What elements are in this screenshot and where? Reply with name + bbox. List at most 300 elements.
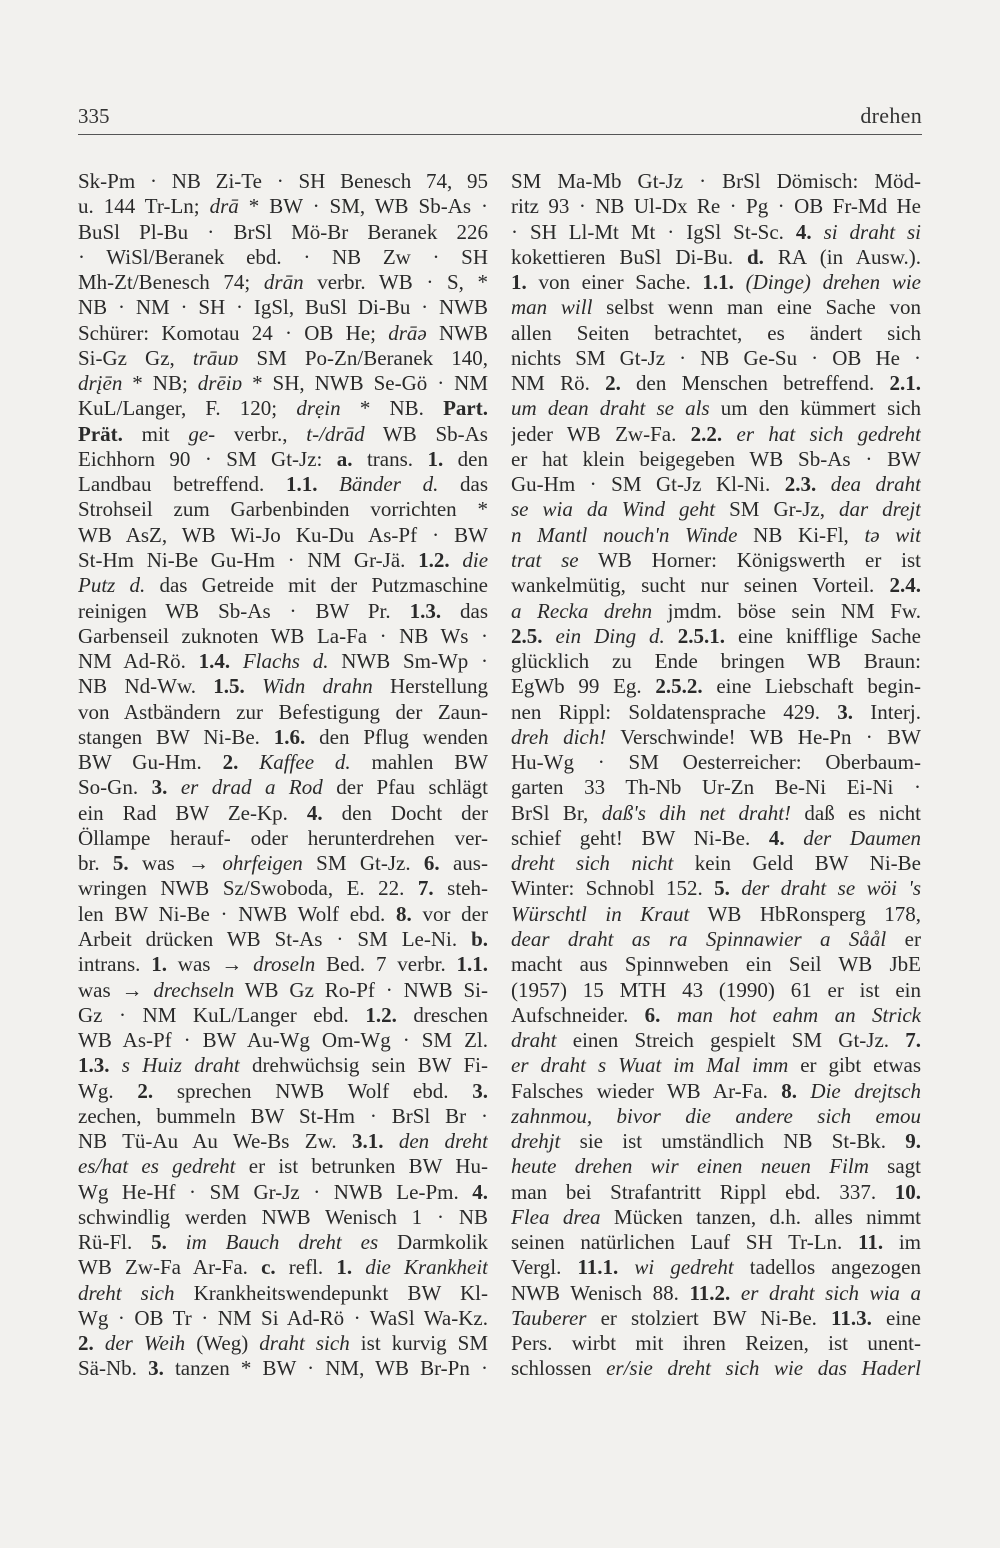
text-line [78, 396, 488, 421]
text-run: ist kurvig SM [349, 1331, 488, 1356]
text-run: NWB Sm-Wp · [328, 649, 488, 674]
italic-run: der Weih [104, 1331, 186, 1356]
italic-run: ein Ding d. [555, 623, 665, 648]
text-run: Mh-Zt/Benesch 74; [78, 270, 264, 295]
bold-run: b. [471, 926, 488, 951]
text-line [78, 826, 488, 851]
text-run: den [443, 446, 488, 471]
italic-run: trat se [511, 547, 579, 572]
text-run: der Pfau schlägt [322, 775, 488, 800]
text-run [167, 1230, 186, 1254]
text-line [511, 952, 921, 977]
text-line [78, 295, 488, 320]
text-run: NB Nd-Ww. [78, 674, 214, 699]
text-run: tadellos angezogen [733, 1255, 921, 1280]
text-line [511, 851, 921, 876]
text-line [78, 927, 488, 952]
bold-run: 1.1. [285, 472, 318, 497]
text-run: aus- [439, 851, 488, 876]
bold-run: 2.3. [784, 472, 817, 497]
text-run: refl. [275, 1255, 337, 1280]
italic-run: droseln [253, 952, 316, 977]
text-line [78, 371, 488, 396]
text-run: Arbeit drücken WB St-As · SM Le-Ni. [78, 926, 472, 951]
text-run: kein Geld BW Ni-Be [673, 851, 921, 876]
italic-run: tə wit [864, 522, 921, 547]
italic-run: Die drejtsch [810, 1078, 921, 1103]
text-run [352, 1255, 365, 1279]
text-run: eine Liebschaft begin- [702, 674, 921, 699]
text-line [78, 1028, 488, 1053]
bold-run: 3. [151, 775, 168, 800]
text-line [511, 1028, 921, 1053]
text-run: NM Rö. [511, 371, 606, 396]
text-run: macht aus Spinnweben ein Seil WB JbE [511, 952, 921, 977]
text-run: den Menschen betreffend. [620, 371, 890, 396]
bold-run: 4. [306, 800, 323, 825]
bold-run: a. [336, 446, 353, 471]
text-line [78, 270, 488, 295]
text-run: Sä-Nb. [78, 1356, 149, 1381]
text-run [94, 1331, 105, 1355]
text-line [78, 876, 488, 901]
text-run: Darmkolik [378, 1230, 488, 1255]
text-run: eine knifflige Sache [725, 623, 921, 648]
bold-run: 1.3. [409, 598, 442, 623]
italic-run: Bänder d. [339, 472, 439, 497]
text-run [816, 472, 831, 496]
italic-run: man will [511, 295, 593, 320]
italic-run: si draht si [823, 219, 921, 244]
text-run: SM Ma-Mb Gt-Jz · BrSl Dömisch: Möd- [511, 169, 921, 193]
text-run: NB Tü-Au Au We-Bs Zw. [78, 1129, 352, 1154]
text-run: NB · NM · SH · IgSl, BuSl Di-Bu · NWB [78, 295, 488, 320]
bold-run: 8. [396, 901, 412, 926]
bold-run: 3. [837, 699, 853, 724]
text-run: was → [128, 851, 223, 876]
text-run: seinen natürlichen Lauf SH Tr-Ln. [511, 1230, 859, 1255]
text-run: ein Rad BW Ze-Kp. [78, 800, 307, 825]
text-run: drehwüchsig sein BW Fi- [239, 1053, 488, 1078]
text-line [511, 902, 921, 927]
text-run: stangen BW Ni-Be. [78, 724, 274, 749]
text-line [511, 1281, 921, 1306]
text-line [511, 194, 921, 219]
italic-run: die [462, 547, 488, 572]
text-run: kokettieren BuSl Di-Bu. [511, 244, 747, 269]
text-line [78, 1180, 488, 1205]
text-run [110, 1053, 122, 1077]
bold-run: 3. [148, 1356, 164, 1381]
text-run: Krankheitswendepunkt BW Kl- [174, 1280, 488, 1305]
text-run: RA (in Ausw.). [763, 244, 921, 269]
text-line [78, 1281, 488, 1306]
bold-run: 2.1. [889, 371, 921, 396]
text-line [511, 725, 921, 750]
text-run: Wg · OB Tr · NM Si Ad-Rö · WaSl Wa-Kz. [78, 1305, 488, 1330]
italic-run: der Daumen [803, 825, 921, 850]
bold-run: d. [746, 244, 764, 269]
bold-run: 2. [222, 750, 239, 775]
text-run: wankelmütig, sucht nur seinen Vorteil. [511, 573, 890, 598]
text-run: KuL/Langer, F. 120; [78, 396, 297, 421]
bold-run: 7. [905, 1028, 921, 1053]
text-run [660, 1003, 676, 1027]
text-line [511, 674, 921, 699]
text-run: WB AsZ, WB Wi-Jo Ku-Du As-Pf · BW [78, 522, 488, 547]
text-line [511, 1079, 921, 1104]
text-run: schief geht! BW Ni-Be. [511, 825, 769, 850]
text-run: len BW Ni-Be · NWB Wolf ebd. [78, 901, 397, 926]
text-line [78, 321, 488, 346]
text-line [511, 1104, 921, 1129]
italic-run: drehjt [511, 1129, 561, 1154]
italic-run: Putz d. [78, 573, 146, 598]
text-run: WB Gz Ro-Pf · NWB Si- [234, 977, 488, 1002]
text-run: Garbenseil zuknoten WB La-Fa · NB Ws · [78, 623, 488, 648]
text-run: SM Po-Zn/Beranek 140, [238, 345, 488, 370]
text-line [78, 978, 488, 1003]
italic-run: zahnmou, bivor die andere sich emou [511, 1103, 921, 1128]
text-run: sagt [868, 1154, 921, 1179]
text-run: Strohseil zum Garbenbinden vorrichten * [78, 497, 488, 522]
bold-run: 1.2. [365, 1002, 397, 1027]
italic-run: dreht sich [78, 1280, 175, 1305]
text-run [785, 826, 804, 850]
text-run: intrans. [78, 952, 152, 977]
text-run: Wg He-Hf · SM Gr-Jz · NWB Le-Pm. [78, 1179, 473, 1204]
text-run: * NB; [122, 371, 198, 396]
italic-run: drāə [388, 320, 427, 345]
italic-run: Würschtl in Kraut [511, 901, 690, 926]
text-run: er [886, 926, 921, 951]
text-run: jeder WB Zw-Fa. [511, 421, 691, 446]
italic-run: heute drehen wir einen neuen Film [511, 1154, 869, 1179]
text-line [511, 1129, 921, 1154]
text-line [78, 851, 488, 876]
italic-run: der draht se wöi 's [741, 876, 921, 901]
text-run: vor der [411, 901, 488, 926]
bold-run: 2. [78, 1331, 94, 1356]
text-line [511, 169, 921, 194]
text-line [511, 1255, 921, 1280]
bold-run: 5. [112, 851, 129, 876]
text-run: Vergl. [511, 1255, 578, 1280]
italic-run: t-/drād [306, 421, 365, 446]
italic-run: Tauberer [511, 1305, 587, 1330]
text-line [511, 1154, 921, 1179]
text-line [78, 169, 488, 194]
text-run: Verschwinde! WB He-Pn · BW [606, 724, 921, 749]
text-line [511, 978, 921, 1003]
text-run: das [441, 598, 488, 623]
italic-run: dreht sich nicht [511, 851, 674, 876]
text-line [78, 1079, 488, 1104]
text-run [245, 674, 262, 698]
bold-run: 2.2. [690, 421, 723, 446]
bold-run: 11.1. [577, 1255, 619, 1280]
text-line [78, 674, 488, 699]
text-line [78, 422, 488, 447]
text-line [78, 1356, 488, 1381]
bold-run: Prät. [78, 421, 123, 446]
text-line [511, 599, 921, 624]
right-column [511, 169, 921, 1382]
text-run: sprechen NWB Wolf ebd. [153, 1078, 473, 1103]
text-run [812, 220, 824, 244]
bold-run: 1.3. [78, 1053, 110, 1078]
text-line [511, 396, 921, 421]
italic-run: um dean draht se als [511, 396, 710, 421]
text-line [511, 371, 921, 396]
text-run: selbst wenn man eine Sache von [592, 295, 921, 320]
bold-run: 11.3. [831, 1305, 872, 1330]
bold-run: 2.4. [889, 573, 921, 598]
italic-run: den dreht [398, 1129, 488, 1154]
text-run: BrSl Br, [511, 800, 602, 825]
text-run: WB HbRonsperg 178, [689, 901, 921, 926]
text-run: BuSl Pl-Bu · BrSl Mö-Br Beranek 226 [78, 219, 488, 244]
text-line [78, 447, 488, 472]
bold-run: 2. [137, 1078, 154, 1103]
text-run: SM Gr-Jz, [715, 497, 839, 522]
text-run: tanzen * BW · NM, WB Br-Pn · [163, 1356, 488, 1381]
italic-run: er/sie dreht sich wie das Haderl [606, 1356, 921, 1381]
text-line [511, 573, 921, 598]
text-run: er gibt etwas [788, 1053, 921, 1078]
italic-run: er draht sich wia a [740, 1280, 921, 1305]
text-line [511, 472, 921, 497]
text-run: SM Gt-Jz. [302, 851, 424, 876]
text-line [511, 295, 921, 320]
bold-run: 10. [894, 1179, 921, 1204]
text-line [78, 1331, 488, 1356]
italic-run: Widn drahn [262, 674, 373, 699]
text-line [511, 775, 921, 800]
italic-run: draht sich [259, 1331, 350, 1356]
text-run: Wg. [78, 1078, 138, 1103]
text-run: Aufschneider. [511, 1002, 645, 1027]
text-line [511, 346, 921, 371]
text-line [78, 1154, 488, 1179]
text-line [78, 1230, 488, 1255]
text-run: wringen NWB Sz/Swoboda, E. 22. [78, 876, 418, 901]
italic-run: drā [209, 194, 239, 219]
text-run: WB As-Pf · BW Au-Wg Om-Wg · SM Zl. [78, 1028, 488, 1053]
text-line [511, 876, 921, 901]
bold-run: 4. [768, 825, 785, 850]
text-line [78, 497, 488, 522]
text-run: NWB Wenisch 88. [511, 1280, 690, 1305]
bold-run: 1. [511, 270, 527, 295]
bold-run: 4. [472, 1179, 488, 1204]
text-run: sie ist umständlich NB St-Bk. [560, 1129, 906, 1154]
text-run: Gz · NM KuL/Langer ebd. [78, 1002, 366, 1027]
left-column [78, 169, 488, 1382]
text-line [511, 1053, 921, 1078]
text-line [511, 523, 921, 548]
text-line [511, 422, 921, 447]
text-run: Eichhorn 90 · SM Gt-Jz: [78, 446, 337, 471]
italic-run: dear draht as ra Spinnawier a Såål [511, 926, 887, 951]
text-run [384, 1129, 399, 1153]
text-run [734, 270, 746, 294]
text-run: * NB. [340, 396, 444, 421]
italic-run: drān [263, 270, 304, 295]
text-line [78, 750, 488, 775]
text-run: * BW · SM, WB Sb-As · [238, 194, 488, 219]
text-run: Landbau betreffend. [78, 472, 286, 497]
text-run: WB Horner: Königswerth er ist [578, 547, 921, 572]
text-run: schlossen [511, 1356, 607, 1381]
text-run: man bei Strafantritt Rippl ebd. 337. [511, 1179, 895, 1204]
italic-run: Flachs d. [242, 649, 329, 674]
page-number: 335 [78, 104, 110, 128]
text-run: er hat klein beigegeben WB Sb-As · BW [511, 446, 921, 471]
italic-run: n Mantl nouch'n Winde [511, 522, 738, 547]
italic-run: die Krankheit [365, 1255, 488, 1280]
text-run: Interj. [853, 699, 921, 724]
italic-run: draht [511, 1028, 557, 1053]
text-line [78, 624, 488, 649]
text-run [665, 624, 678, 648]
text-line [511, 447, 921, 472]
bold-run: 1.1. [456, 952, 488, 977]
text-line [511, 220, 921, 245]
bold-run: 9. [905, 1129, 921, 1154]
bold-run: 2.5. [511, 623, 543, 648]
text-run [317, 472, 339, 496]
italic-run: drēiɒ [197, 371, 243, 396]
text-run: Gu-Hm · SM Gt-Jz Kl-Ni. [511, 472, 785, 497]
text-run: er ist betrunken BW Hu- [235, 1154, 488, 1179]
italic-run: ge- [188, 421, 216, 446]
text-line [511, 1205, 921, 1230]
text-run: Rü-Fl. [78, 1230, 152, 1255]
text-run: reinigen WB Sb-As · BW Pr. [78, 598, 410, 623]
text-line [78, 902, 488, 927]
text-line [78, 220, 488, 245]
bold-run: 1.1. [702, 270, 734, 295]
text-run: NWB [426, 320, 488, 345]
text-run: mit [122, 421, 189, 446]
bold-run: 2. [605, 371, 621, 396]
bold-run: 4. [795, 219, 812, 244]
text-run: WB Zw-Fa Ar-Fa. [78, 1255, 262, 1280]
text-run [722, 422, 736, 446]
text-run: das [438, 472, 488, 497]
text-run: Hu-Wg · SM Oesterreicher: Oberbaum- [511, 750, 921, 775]
italic-run: es/hat es gedreht [78, 1154, 236, 1179]
text-run: Schürer: Komotau 24 · OB He; [78, 320, 389, 345]
text-run: So-Gn. [78, 775, 152, 800]
text-run: · SH Ll-Mt Mt · IgSl St-Sc. [511, 219, 796, 244]
header-rule [78, 134, 922, 135]
text-line [78, 1205, 488, 1230]
bold-run: 1. [151, 952, 167, 977]
text-line [511, 1003, 921, 1028]
bold-run: 5. [151, 1230, 167, 1255]
bold-run: 11. [858, 1230, 884, 1255]
italic-run: ohrfeigen [222, 851, 303, 876]
bold-run: 1.5. [213, 674, 245, 699]
text-run [797, 1079, 810, 1103]
italic-run: a Recka drehn [511, 598, 653, 623]
text-run: Bed. 7 verbr. [315, 952, 457, 977]
italic-run: daß's dih net draht! [601, 800, 792, 825]
text-run: Si-Gz Gz, [78, 345, 193, 370]
text-run: den Pflug wenden [305, 724, 488, 749]
text-run: ritz 93 · NB Ul-Dx Re · Pg · OB Fr-Md He [511, 194, 921, 219]
text-run: EgWb 99 Eg. [511, 674, 656, 699]
italic-run: Kaffee d. [259, 750, 351, 775]
text-run: nichts SM Gt-Jz · NB Ge-Su · OB He · [511, 345, 921, 370]
text-run: · WiSl/Beranek ebd. · NB Zw · SH [78, 244, 488, 269]
text-run: Falsches wieder WB Ar-Fa. [511, 1078, 782, 1103]
bold-run: 2.5.1. [677, 623, 726, 648]
text-run: Winter: Schnobl 152. [511, 876, 715, 901]
bold-run: 1. [427, 446, 444, 471]
text-line [511, 700, 921, 725]
text-run [730, 876, 741, 900]
text-line [78, 573, 488, 598]
text-line [511, 649, 921, 674]
text-run: u. 144 Tr-Ln; [78, 194, 210, 219]
text-run: von Astbändern zur Befestigung der Zaun- [78, 699, 488, 724]
text-run: Herstellung [372, 674, 488, 699]
text-line [511, 497, 921, 522]
text-line [511, 1306, 921, 1331]
text-line [78, 548, 488, 573]
text-line [78, 1003, 488, 1028]
italic-run: er draht s Wuat im Mal imm [511, 1053, 789, 1078]
text-run: das Getreide mit der Putzmaschine [145, 573, 488, 598]
text-run: was → [78, 977, 154, 1002]
text-run: BW Gu-Hm. [78, 750, 223, 775]
text-run: von einer Sache. [526, 270, 703, 295]
italic-run: drẹin [296, 396, 341, 421]
text-line [78, 1129, 488, 1154]
text-run: NB Ki-Fl, [737, 522, 865, 547]
text-run: Sk-Pm · NB Zi-Te · SH Benesch 74, 95 [78, 169, 488, 193]
text-run: er stolziert BW Ni-Be. [586, 1305, 832, 1330]
text-line [78, 346, 488, 371]
bold-run: 11.2. [689, 1280, 731, 1305]
bold-run: 5. [714, 876, 730, 901]
text-line [511, 927, 921, 952]
text-run: (Weg) [185, 1331, 260, 1356]
text-line [511, 270, 921, 295]
text-line [511, 624, 921, 649]
text-run: St-Hm Ni-Be Gu-Hm · NM Gr-Jä. [78, 547, 419, 572]
text-line [511, 1180, 921, 1205]
text-run: * SH, NWB Se-Gö · NM [242, 371, 488, 396]
text-run [730, 1281, 741, 1305]
italic-run: s Huiz draht [121, 1053, 240, 1078]
text-run: schwindlig werden NWB Wenisch 1 · NB [78, 1204, 488, 1229]
text-run: jmdm. böse sein NM Fw. [652, 598, 921, 623]
bold-run: 6. [644, 1002, 661, 1027]
text-line [78, 725, 488, 750]
bold-run: 6. [423, 851, 440, 876]
italic-run: wi gedreht [634, 1255, 734, 1280]
bold-run: 1. [336, 1255, 353, 1280]
text-line [78, 1104, 488, 1129]
text-line [511, 1356, 921, 1381]
bold-run: 1.6. [273, 724, 306, 749]
text-line [78, 1255, 488, 1280]
text-run: trans. [352, 446, 428, 471]
